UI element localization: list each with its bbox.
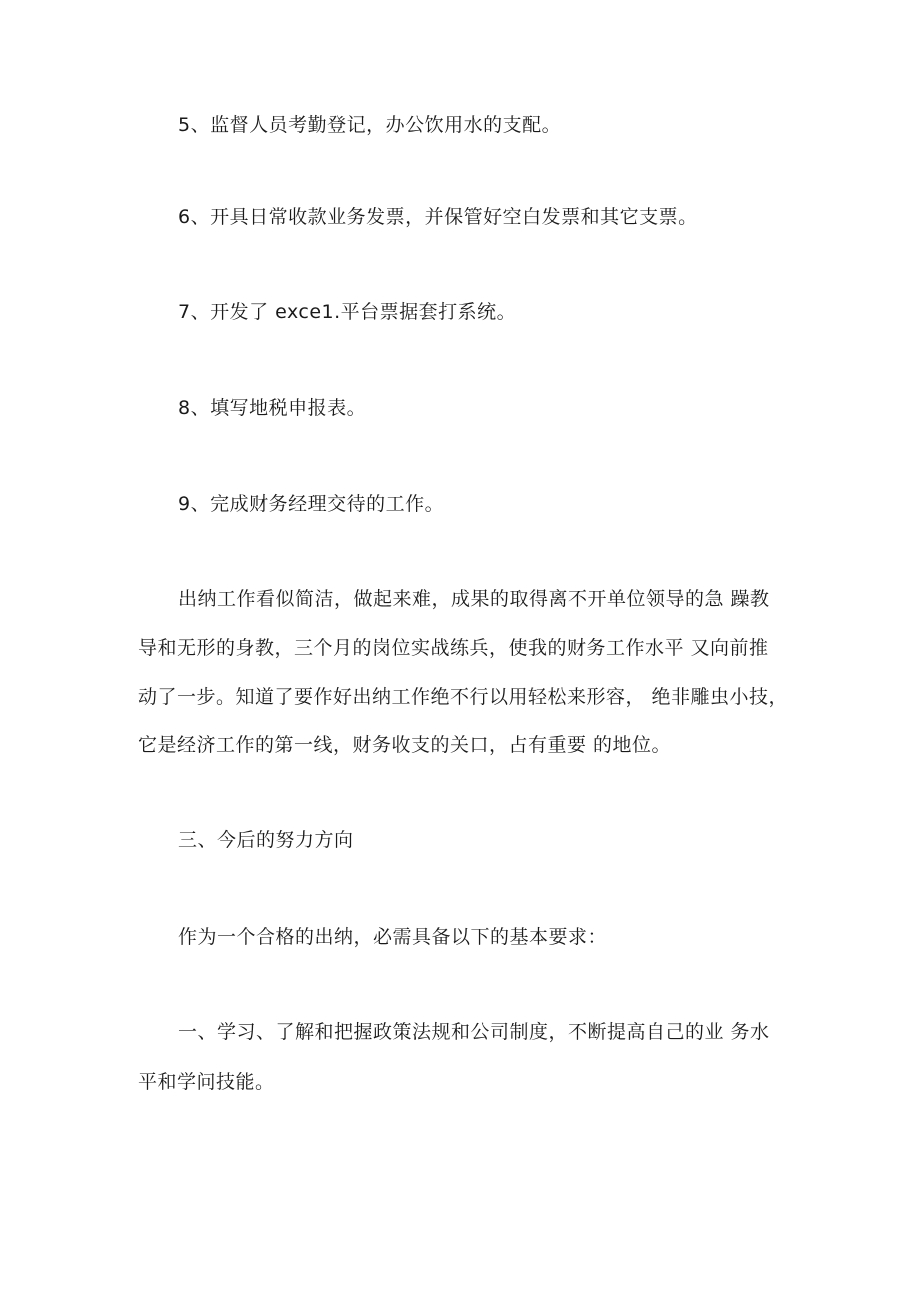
paragraph-line: 动了一步。知道了要作好出纳工作绝不行以用轻松来形容， 绝非雕虫小技， xyxy=(138,686,789,708)
paragraph-line: 出纳工作看似简洁，做起来难，成果的取得离不开单位领导的急 躁教 xyxy=(178,588,770,610)
list-item-7: 7、开发了 exce1.平台票据套打系统。 xyxy=(178,301,517,323)
paragraph-line: 它是经济工作的第一线，财务收支的关口，占有重要 的地位。 xyxy=(138,734,672,756)
section-heading: 三、今后的努力方向 xyxy=(178,829,354,851)
paragraph-line: 导和无形的身教，三个月的岗位实战练兵，使我的财务工作水平 又向前推 xyxy=(138,637,769,659)
paragraph-line: 平和学问技能。 xyxy=(138,1071,275,1093)
intro-paragraph: 作为一个合格的出纳，必需具备以下的基本要求： xyxy=(178,926,608,948)
list-item-6: 6、开具日常收款业务发票，并保管好空白发票和其它支票。 xyxy=(178,206,698,228)
list-item-9: 9、完成财务经理交待的工作。 xyxy=(178,493,445,515)
list-item-5: 5、监督人员考勤登记，办公饮用水的支配。 xyxy=(178,114,562,136)
list-item-8: 8、填写地税申报表。 xyxy=(178,397,367,419)
paragraph-line: 一、学习、了解和把握政策法规和公司制度，不断提高自己的业 务水 xyxy=(178,1021,770,1043)
